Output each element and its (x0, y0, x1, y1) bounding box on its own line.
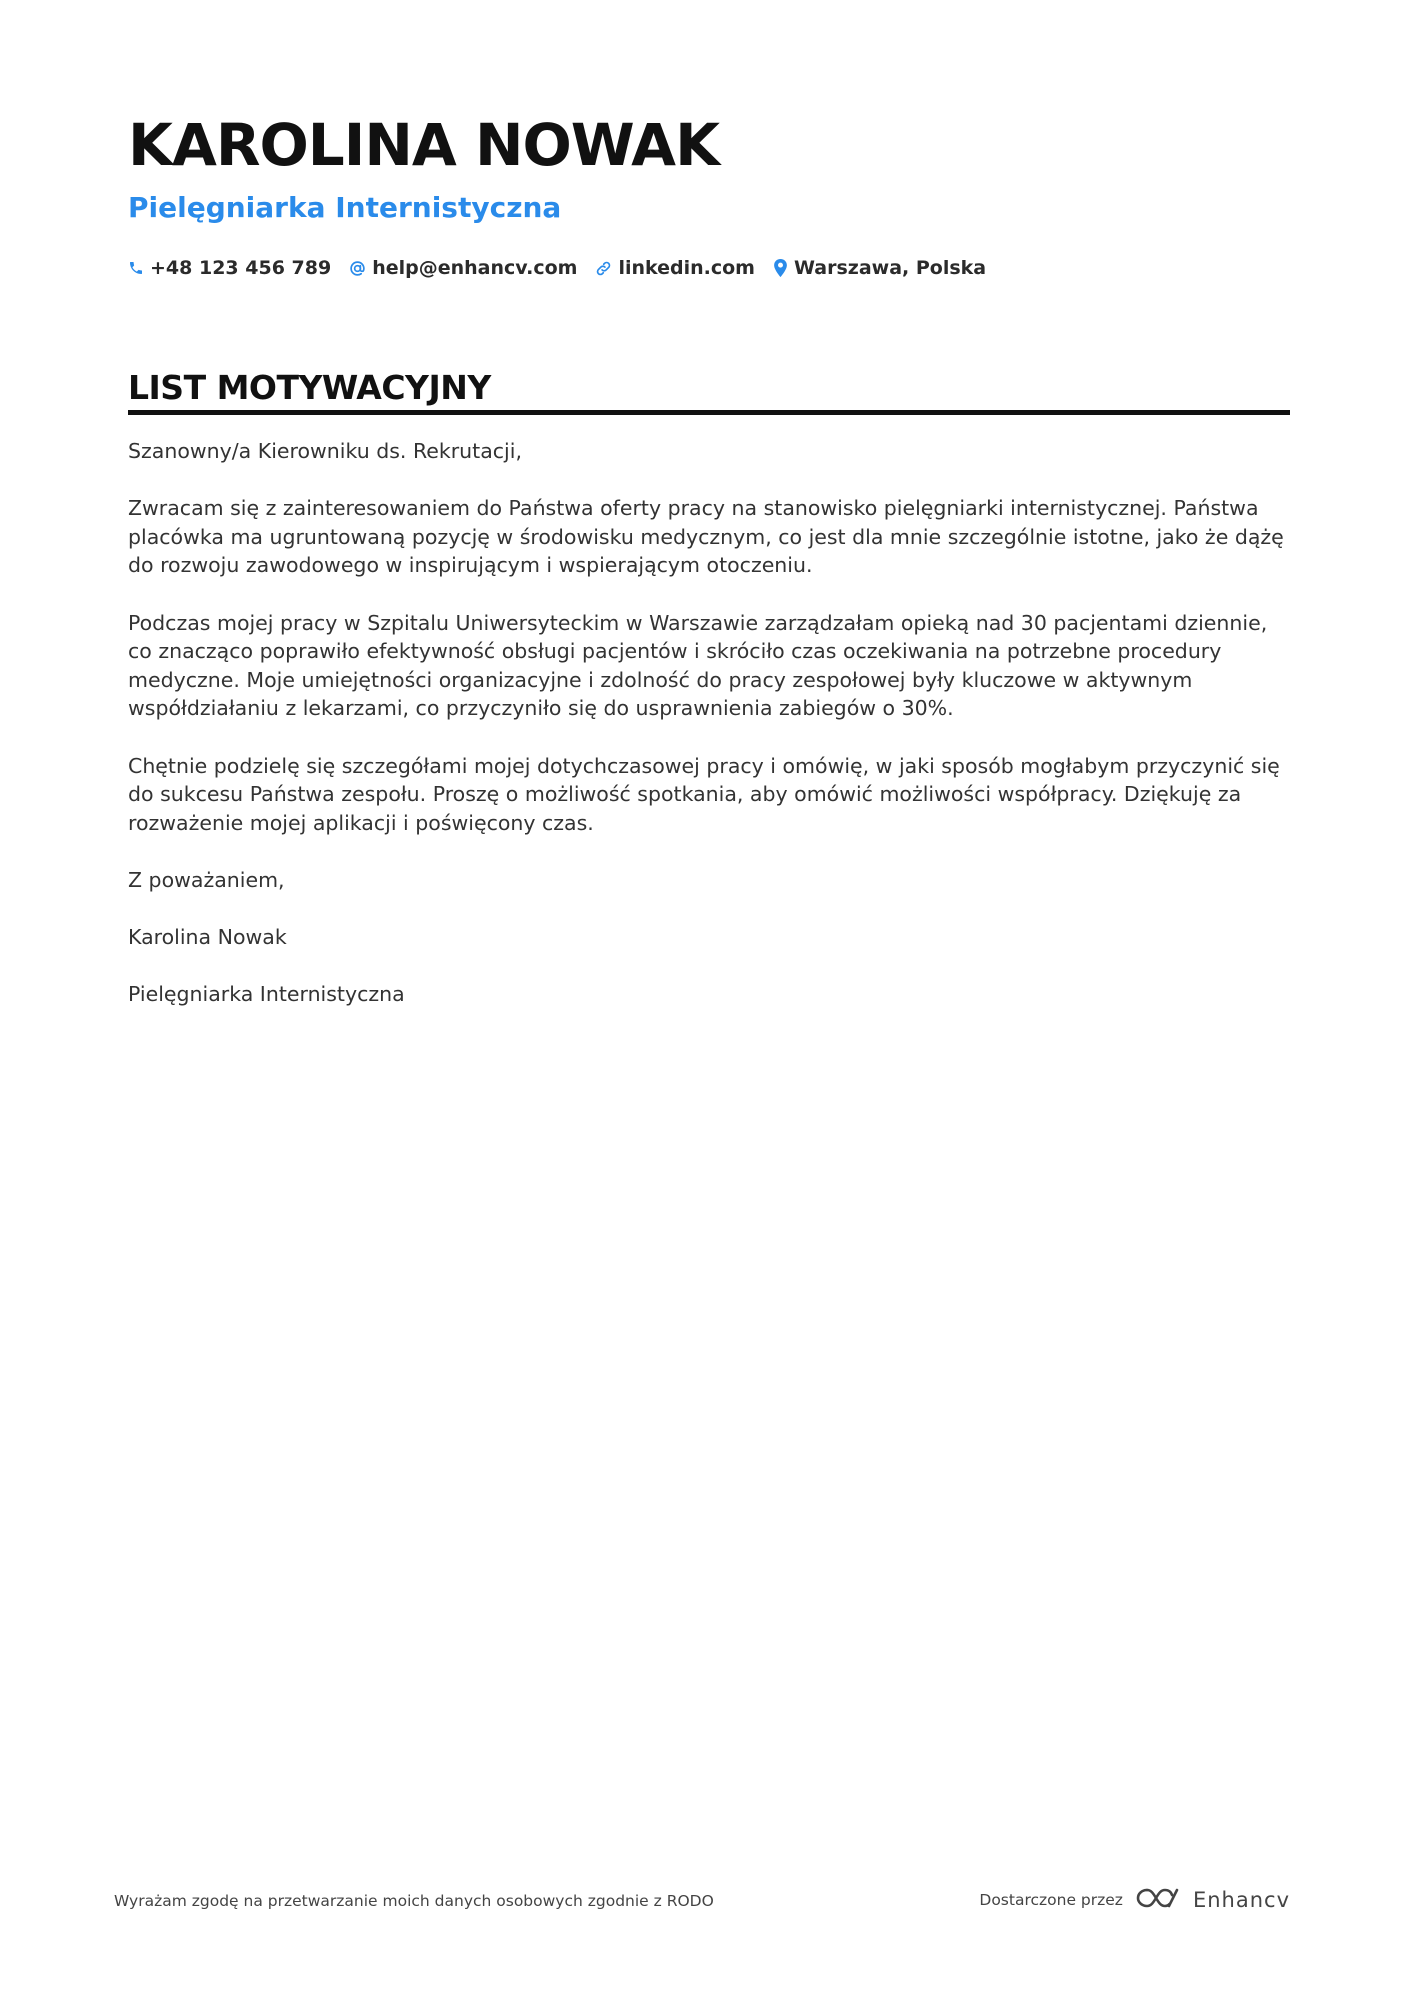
brand-name: Enhancv (1192, 1888, 1290, 1912)
section-title: LIST MOTYWACYJNY (128, 368, 491, 407)
letter-greeting: Szanowny/a Kierowniku ds. Rekrutacji, (128, 439, 522, 463)
location-text: Warszawa, Polska (793, 257, 987, 279)
link-icon (595, 260, 612, 277)
signature-name: Karolina Nowak (128, 925, 287, 950)
letter-body (128, 437, 1293, 1037)
location-pin-icon (773, 259, 788, 277)
contact-bar (128, 254, 986, 282)
contact-linkedin[interactable] (595, 257, 755, 279)
contact-location (773, 257, 986, 279)
letter-paragraph: Podczas mojej pracy w Szpitalu Uniwersyteckim w Warszawie zarządzałam opieką nad 30 pacjentami dziennie, co znacząco poprawiło efektywność obsługi pacjentów i skróciło czas oczekiwania na potrzebne procedury medyczne. Moje umiejętności organizacyjne i zdolność do pracy zespołowej były kluczowe w aktywnym współdziałaniu z lekarzami, co przyczyniło się do usprawnienia zabiegów o 30%. (128, 610, 1268, 721)
section-divider (128, 410, 1290, 415)
letter-closing: Z poważaniem, (128, 867, 285, 892)
phone-icon (128, 260, 144, 276)
linkedin-text[interactable]: linkedin.com (618, 257, 755, 279)
gdpr-consent: Wyrażam zgodę na przetwarzanie moich danych osobowych zgodnie z RODO (114, 1892, 714, 1910)
candidate-name: KAROLINA NOWAK (128, 111, 720, 179)
enhancv-logo-icon (1135, 1886, 1181, 1914)
contact-phone (128, 257, 331, 279)
letter-paragraph: Chętnie podzielę się szczegółami mojej dotychczasowej pracy i omówię, w jaki sposób mogłabym przyczynić się do sukcesu Państwa zespołu. Proszę o możliwość spotkania, aby omówić możliwości współpracy. Dziękuję za rozważenie mojej aplikacji i poświęcony czas. (128, 753, 1280, 835)
email-text[interactable]: help@enhancv.com (372, 257, 578, 279)
candidate-role: Pielęgniarka Internistyczna (128, 191, 562, 224)
at-icon (349, 260, 366, 277)
provided-by-label: Dostarczone przez (979, 1891, 1123, 1909)
powered-by[interactable] (979, 1886, 1290, 1914)
phone-text: +48 123 456 789 (150, 257, 332, 279)
contact-email[interactable] (349, 257, 577, 279)
signature-title: Pielęgniarka Internistyczna (128, 982, 405, 1007)
letter-paragraph: Zwracam się z zainteresowaniem do Państwa oferty pracy na stanowisko pielęgniarki internistycznej. Państwa placówka ma ugruntowaną pozycję w środowisku medycznym, co jest dla mnie szczególnie istotne, jako że dążę do rozwoju zawodowego w inspirującym i wspierającym otoczeniu. (128, 496, 1284, 578)
